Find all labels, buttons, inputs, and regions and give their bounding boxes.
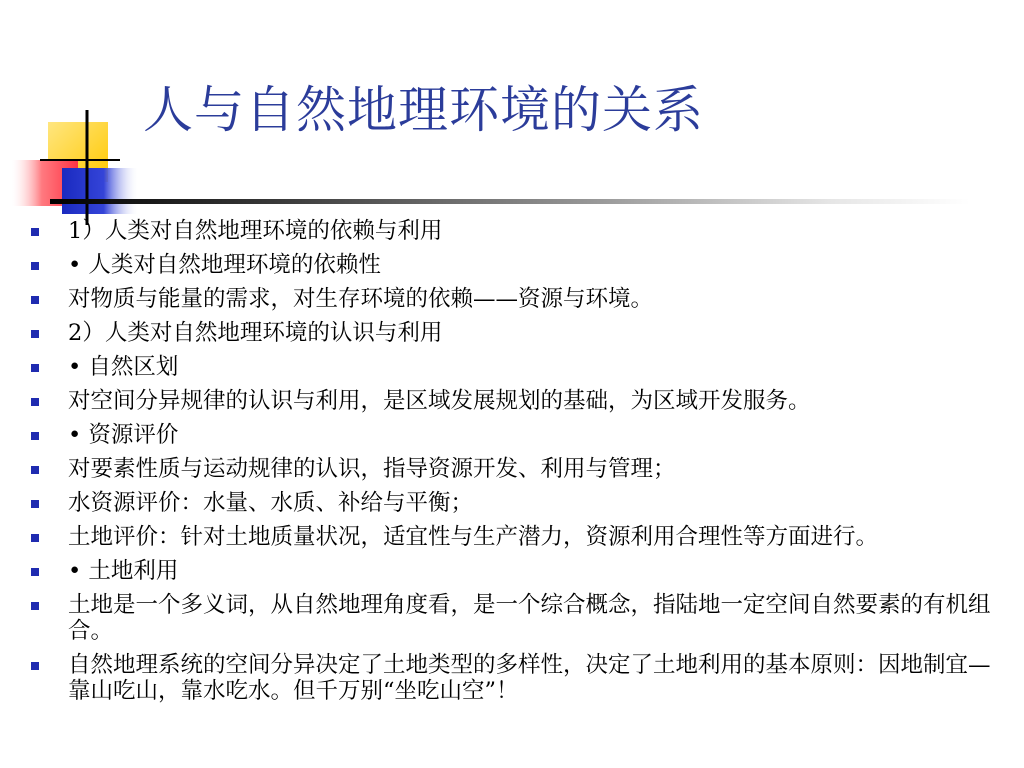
bullet-item <box>0 252 1024 278</box>
bullet-item <box>0 286 1024 312</box>
blue-square <box>62 168 138 214</box>
bullet-text: 水资源评价：水量、水质、补给与平衡； <box>68 490 474 516</box>
bullet-item <box>0 422 1024 448</box>
bullet-item <box>0 354 1024 380</box>
bullet-text: 自然地理系统的空间分异决定了土地类型的多样性，决定了土地利用的基本原则：因地制宜—靠山吃山，靠水吃水。但千万别“坐吃山空”！ <box>68 652 991 704</box>
square-bullet-icon <box>31 500 39 508</box>
slide-title: 人与自然地理环境的关系 <box>143 81 704 139</box>
square-bullet-icon <box>31 364 39 372</box>
bullet-text: 土地评价：针对土地质量状况，适宜性与生产潜力，资源利用合理性等方面进行。 <box>68 524 879 550</box>
bullet-item <box>0 456 1024 482</box>
bullet-item <box>0 592 1024 644</box>
square-bullet-icon <box>31 330 39 338</box>
title-divider <box>50 199 970 204</box>
bullet-list <box>0 218 1024 712</box>
square-bullet-icon <box>31 398 39 406</box>
square-bullet-icon <box>31 228 39 236</box>
bullet-text: 1）人类对自然地理环境的依赖与利用 <box>68 218 443 244</box>
square-bullet-icon <box>31 602 39 610</box>
bullet-text: • 自然区划 <box>68 354 179 380</box>
square-bullet-icon <box>31 262 39 270</box>
bullet-text: 对物质与能量的需求，对生存环境的依赖——资源与环境。 <box>68 286 654 312</box>
corner-decoration <box>0 0 140 240</box>
square-bullet-icon <box>31 534 39 542</box>
bullet-item <box>0 320 1024 346</box>
square-bullet-icon <box>31 296 39 304</box>
bullet-text: • 资源评价 <box>68 422 179 448</box>
bullet-text: • 人类对自然地理环境的依赖性 <box>68 252 381 278</box>
square-bullet-icon <box>31 568 39 576</box>
bullet-item <box>0 388 1024 414</box>
bullet-text: 对要素性质与运动规律的认识，指导资源开发、利用与管理； <box>68 456 676 482</box>
bullet-text: • 土地利用 <box>68 558 179 584</box>
bullet-item <box>0 524 1024 550</box>
bullet-text: 对空间分异规律的认识与利用，是区域发展规划的基础，为区域开发服务。 <box>68 388 811 414</box>
bullet-item <box>0 218 1024 244</box>
square-bullet-icon <box>31 432 39 440</box>
bullet-item <box>0 558 1024 584</box>
bullet-item <box>0 490 1024 516</box>
bullet-text: 2）人类对自然地理环境的认识与利用 <box>68 320 443 346</box>
square-bullet-icon <box>31 662 39 670</box>
bullet-item <box>0 652 1024 704</box>
square-bullet-icon <box>31 466 39 474</box>
bullet-text: 土地是一个多义词，从自然地理角度看，是一个综合概念，指陆地一定空间自然要素的有机组合。 <box>68 592 991 644</box>
